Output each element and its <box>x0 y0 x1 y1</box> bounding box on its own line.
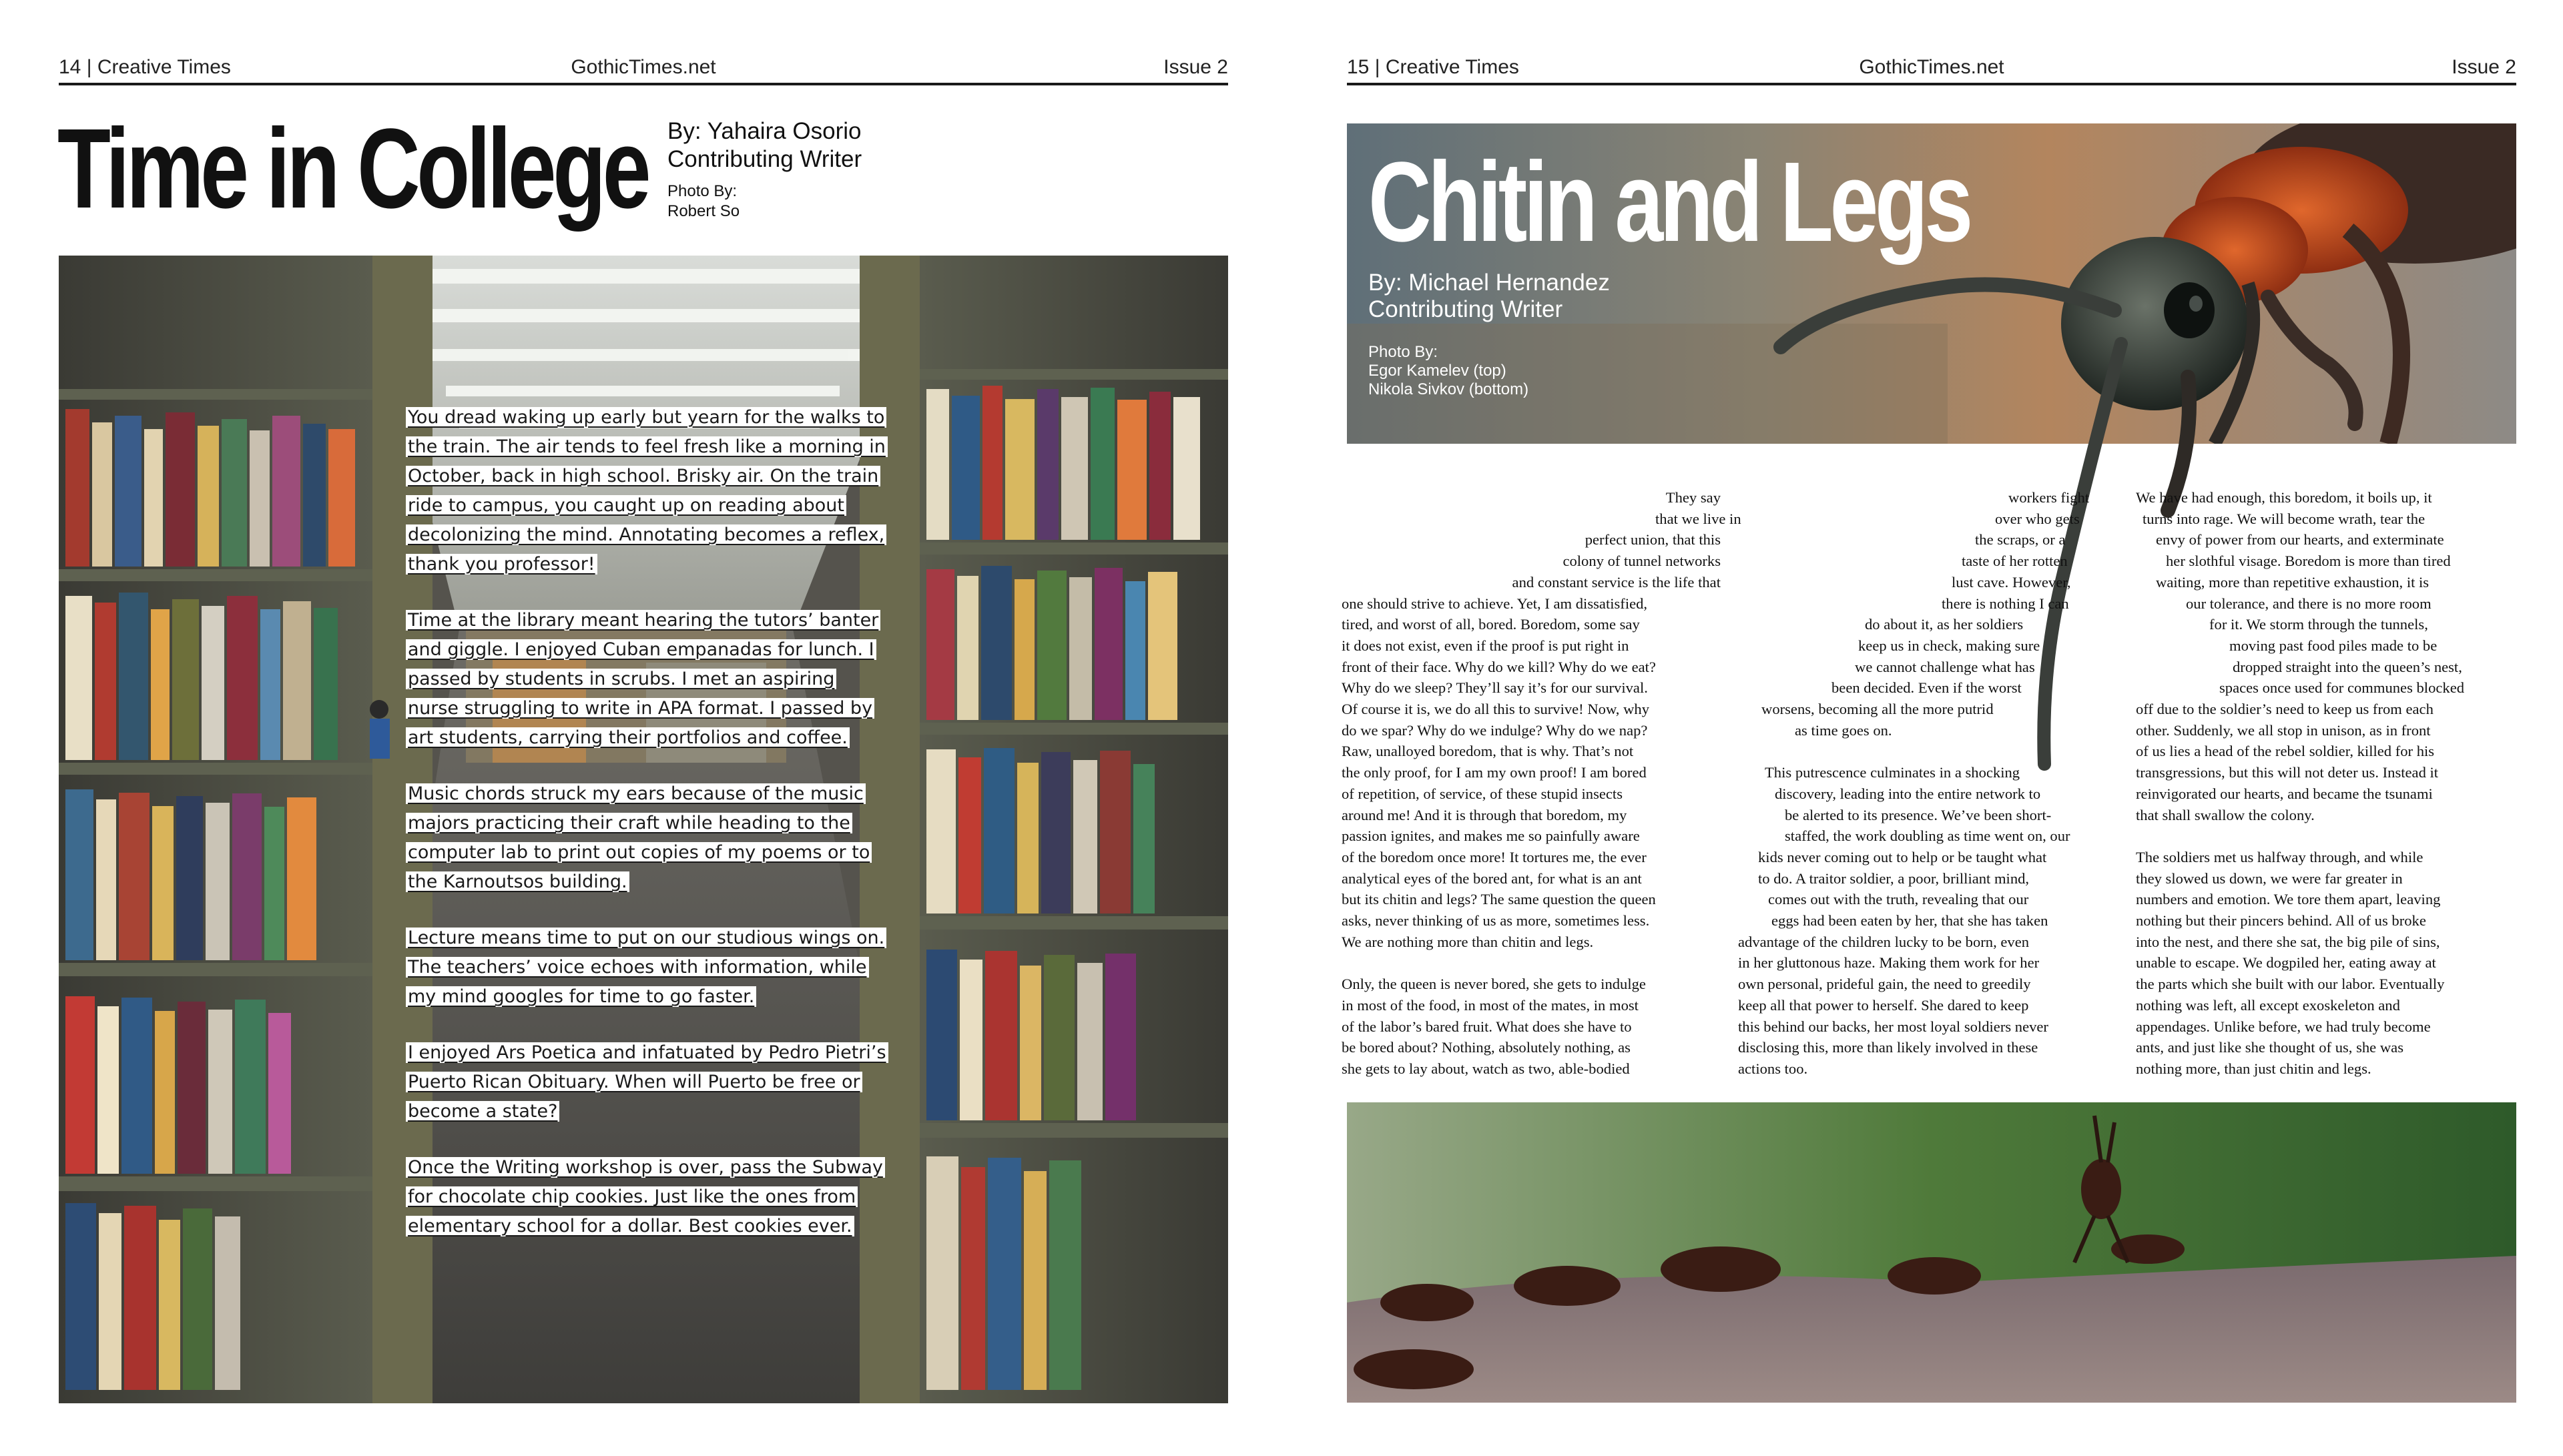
text-line: front of their face. Why do we kill? Why do we eat? <box>1342 658 1656 675</box>
text-line: do we spar? Why do we indulge? Why do we nap? <box>1342 721 1648 739</box>
text-line: to do. A traitor soldier, a poor, brilliant mind, <box>1758 869 2030 887</box>
text-line: do about it, as her soldiers <box>1865 616 2024 633</box>
text-line: the scraps, or a <box>1975 531 2066 549</box>
text-line: nothing more, than just chitin and legs. <box>2136 1060 2371 1077</box>
text-line: numbers and emotion. We tore them apart, leaving <box>2136 891 2441 908</box>
text-line: for it. We storm through the tunnels, <box>2209 616 2428 633</box>
text-line: advantage of the children lucky to be born, even <box>1738 933 2030 950</box>
paragraph-text: Once the Writing workshop is over, pass the Subway for chocolate chip cookies. Just like the ones from elementary school for a dollar. Best cookies ever. <box>406 1157 885 1236</box>
running-header <box>1347 52 2516 83</box>
text-line: that we live in <box>1655 510 1741 527</box>
text-line: into the nest, and there she sat, the big pile of sins, <box>2136 933 2440 950</box>
text-line: reinvigorated our hearts, and became the tsunami <box>2136 785 2433 802</box>
ants-bottom-illustration <box>1347 1102 2516 1403</box>
text-line: We have had enough, this boredom, it boils up, it <box>2136 489 2432 506</box>
text-line: workers fight <box>2008 489 2090 506</box>
article-column-1 <box>1342 487 1741 1080</box>
text-line: They say <box>1665 489 1721 506</box>
text-line: nothing but their pincers behind. All of us broke <box>2136 912 2426 930</box>
header-rule <box>59 83 1228 85</box>
text-line <box>1342 952 1721 974</box>
issue-label: Issue 2 <box>1163 56 1228 78</box>
text-line: as time goes on. <box>1795 721 1892 739</box>
text-line: nothing was left, all except exoskeleton and <box>2136 996 2400 1014</box>
paragraph-text: Music chords struck my ears because of the music majors practicing their craft while heading to the computer lab to print out copies of my poems or to the Karnoutsos building. <box>406 783 872 892</box>
paragraph-text: You dread waking up early but yearn for the walks to the train. The air tends to feel fresh like a morning in October, back in high school. Brisky air. On the train ride to campus, you caught up on reading about decolonizing the mind. Annotating becomes a reflex, thank you professor! <box>406 407 888 575</box>
site-label: GothicTimes.net <box>571 56 716 78</box>
text-line: eggs had been eaten by her, that she has taken <box>1771 912 2048 930</box>
text-line: spaces once used for communes blocked <box>2219 679 2465 697</box>
text-line: passion ignites, and makes me so painfully aware <box>1342 827 1640 845</box>
paragraph <box>406 924 886 1012</box>
text-line: disclosing this, more than likely involved in these <box>1738 1039 2038 1056</box>
library-photo <box>59 256 1228 1403</box>
text-line: Only, the queen is never bored, she gets to indulge <box>1342 976 1646 993</box>
text-line: envy of power from our hearts, and exterminate <box>2156 531 2444 549</box>
text-line: taste of her rotten <box>1962 553 2068 570</box>
text-line: own personal, prideful gain, the need to greedily <box>1738 976 2031 993</box>
text-line: keep us in check, making sure <box>1858 637 2040 654</box>
text-line <box>1738 741 2114 762</box>
paragraph <box>406 1038 886 1126</box>
page-section-label: 14 | Creative Times <box>59 56 231 78</box>
text-line: asks, never thinking of us as more, sometimes less. <box>1342 912 1650 930</box>
photo-credit <box>667 181 740 222</box>
text-line: of the boredom once more! It tortures me, the ever <box>1342 848 1647 865</box>
text-line: unable to escape. We dogpiled her, eating away at <box>2136 954 2436 972</box>
text-line: one should strive to achieve. Yet, I am dissatisfied, <box>1342 595 1648 612</box>
text-line: analytical eyes of the bored ant, for what is an ant <box>1342 869 1642 887</box>
paragraph <box>406 779 886 897</box>
text-line: colony of tunnel networks <box>1562 553 1721 570</box>
text-line: worsens, becoming all the more putrid <box>1761 701 1994 718</box>
text-line: Raw, unalloyed boredom, that is why. That’s not <box>1342 743 1634 760</box>
author-name: By: Michael Hernandez <box>1368 270 1610 296</box>
text-line: off due to the soldier’s need to keep us from each <box>2136 701 2434 718</box>
text-line: of repetition, of service, of these stupid insects <box>1342 785 1623 802</box>
paragraph <box>406 606 886 753</box>
article-title: Chitin and Legs <box>1368 139 1970 266</box>
text-line: lust cave. However, <box>1952 573 2071 591</box>
photographer-name: Robert So <box>667 202 740 220</box>
text-line: appendages. Unlike before, we had truly become <box>2136 1018 2431 1035</box>
site-label: GothicTimes.net <box>1859 56 2004 78</box>
text-line: in most of the food, in most of the mates, in most <box>1342 996 1639 1014</box>
text-line <box>2136 825 2510 847</box>
text-line: keep all that power to herself. She dared to keep <box>1738 996 2029 1014</box>
running-header <box>59 52 1228 83</box>
text-line: Why do we sleep? They’ll say it’s for our survival. <box>1342 679 1648 697</box>
author-role: Contributing Writer <box>667 146 862 172</box>
paragraph <box>406 403 886 579</box>
text-line: The soldiers met us halfway through, and while <box>2136 848 2424 865</box>
text-line: around me! And it is through that boredom, my <box>1342 806 1627 823</box>
text-line: we cannot challenge what has <box>1855 658 2035 675</box>
photo-label: Photo By: <box>667 182 738 200</box>
text-line: transgressions, but this will not deter us. Instead it <box>2136 764 2439 781</box>
ants-group-photo <box>1347 1102 2516 1403</box>
text-line: of the labor’s bared fruit. What does she have to <box>1342 1018 1632 1035</box>
text-line: turns into rage. We will become wrath, tear the <box>2143 510 2426 527</box>
byline <box>1368 270 1610 323</box>
text-line: discovery, leading into the entire network to <box>1775 785 2041 802</box>
article-column-3 <box>2136 487 2510 1080</box>
byline <box>667 117 862 173</box>
page-section-label: 15 | Creative Times <box>1347 56 1519 78</box>
photographer-top: Egor Kamelev (top) <box>1368 362 1506 380</box>
text-line: Of course it is, we do all this to survive! Now, why <box>1342 701 1650 718</box>
text-line: perfect union, that this <box>1585 531 1721 549</box>
text-line: comes out with the truth, revealing that our <box>1768 891 2029 908</box>
text-line: but its chitin and legs? The same question the queen <box>1342 891 1656 908</box>
paragraph-text: Lecture means time to put on our studious wings on. The teachers’ voice echoes with information, while my mind googles for time to go faster. <box>406 928 886 1007</box>
paragraph-text: I enjoyed Ars Poetica and infatuated by Pedro Pietri’s Puerto Rican Obituary. When will Puerto be free or become a state? <box>406 1042 888 1122</box>
text-line: waiting, more than repetitive exhaustion, it is <box>2156 573 2430 591</box>
text-line: This putrescence culminates in a shocking <box>1765 764 2020 781</box>
text-line: she gets to lay about, watch as two, able-bodied <box>1342 1060 1630 1077</box>
text-line: the parts which she built with our labor. Eventually <box>2136 976 2445 993</box>
photo-label: Photo By: <box>1368 343 1438 361</box>
text-line: staffed, the work doubling as time went on, our <box>1785 827 2070 845</box>
author-name: By: Yahaira Osorio <box>667 118 862 144</box>
author-role: Contributing Writer <box>1368 296 1563 322</box>
text-line: other. Suddenly, we all stop in unison, as in front <box>2136 721 2431 739</box>
text-line: there is nothing I can <box>1942 595 2069 612</box>
article-body <box>406 403 886 1268</box>
text-line: be bored about? Nothing, absolutely nothing, as <box>1342 1039 1631 1056</box>
text-line: We are nothing more than chitin and legs. <box>1342 933 1594 950</box>
text-line: tired, and worst of all, bored. Boredom, some say <box>1342 616 1640 633</box>
text-line: her slothful visage. Boredom is more than tired <box>2166 553 2451 570</box>
article-title: Time in College <box>57 105 648 232</box>
text-line: that shall swallow the colony. <box>2136 806 2315 823</box>
text-line: and constant service is the life that <box>1512 573 1721 591</box>
text-line: over who gets <box>1995 510 2080 527</box>
text-line: they slowed us down, we were far greater in <box>2136 869 2403 887</box>
text-line: the only proof, for I am my own proof! I am bored <box>1342 764 1647 781</box>
text-line: be alerted to its presence. We’ve been short- <box>1785 806 2052 823</box>
paragraph <box>406 1153 886 1241</box>
text-line: been decided. Even if the worst <box>1831 679 2022 697</box>
issue-label: Issue 2 <box>2452 56 2516 78</box>
text-line: dropped straight into the queen’s nest, <box>2233 658 2462 675</box>
text-line: our tolerance, and there is no more room <box>2186 595 2432 612</box>
text-line: this behind our backs, her most loyal soldiers never <box>1738 1018 2048 1035</box>
text-line: ants, and just like she thought of us, she was <box>2136 1039 2403 1056</box>
text-line: of us lies a head of the rebel soldier, killed for his <box>2136 743 2435 760</box>
text-line: moving past food piles made to be <box>2229 637 2438 654</box>
text-line: actions too. <box>1738 1060 1808 1077</box>
header-rule <box>1347 83 2516 85</box>
photo-credit <box>1368 343 1528 399</box>
text-line: it does not exist, even if the proof is put right in <box>1342 637 1629 654</box>
photographer-bottom: Nikola Sivkov (bottom) <box>1368 380 1529 398</box>
text-line: kids never coming out to help or be taught what <box>1758 848 2047 865</box>
article-column-2 <box>1738 487 2114 1080</box>
text-line: in her gluttonous haze. Making them work for her <box>1738 954 2040 972</box>
paragraph-text: Time at the library meant hearing the tutors’ banter and giggle. I enjoyed Cuban empanadas for lunch. I passed by students in scrubs. I met an aspiring nurse struggling to write in APA format. I passed by art students, carrying their portfolios and coffee. <box>406 610 880 748</box>
